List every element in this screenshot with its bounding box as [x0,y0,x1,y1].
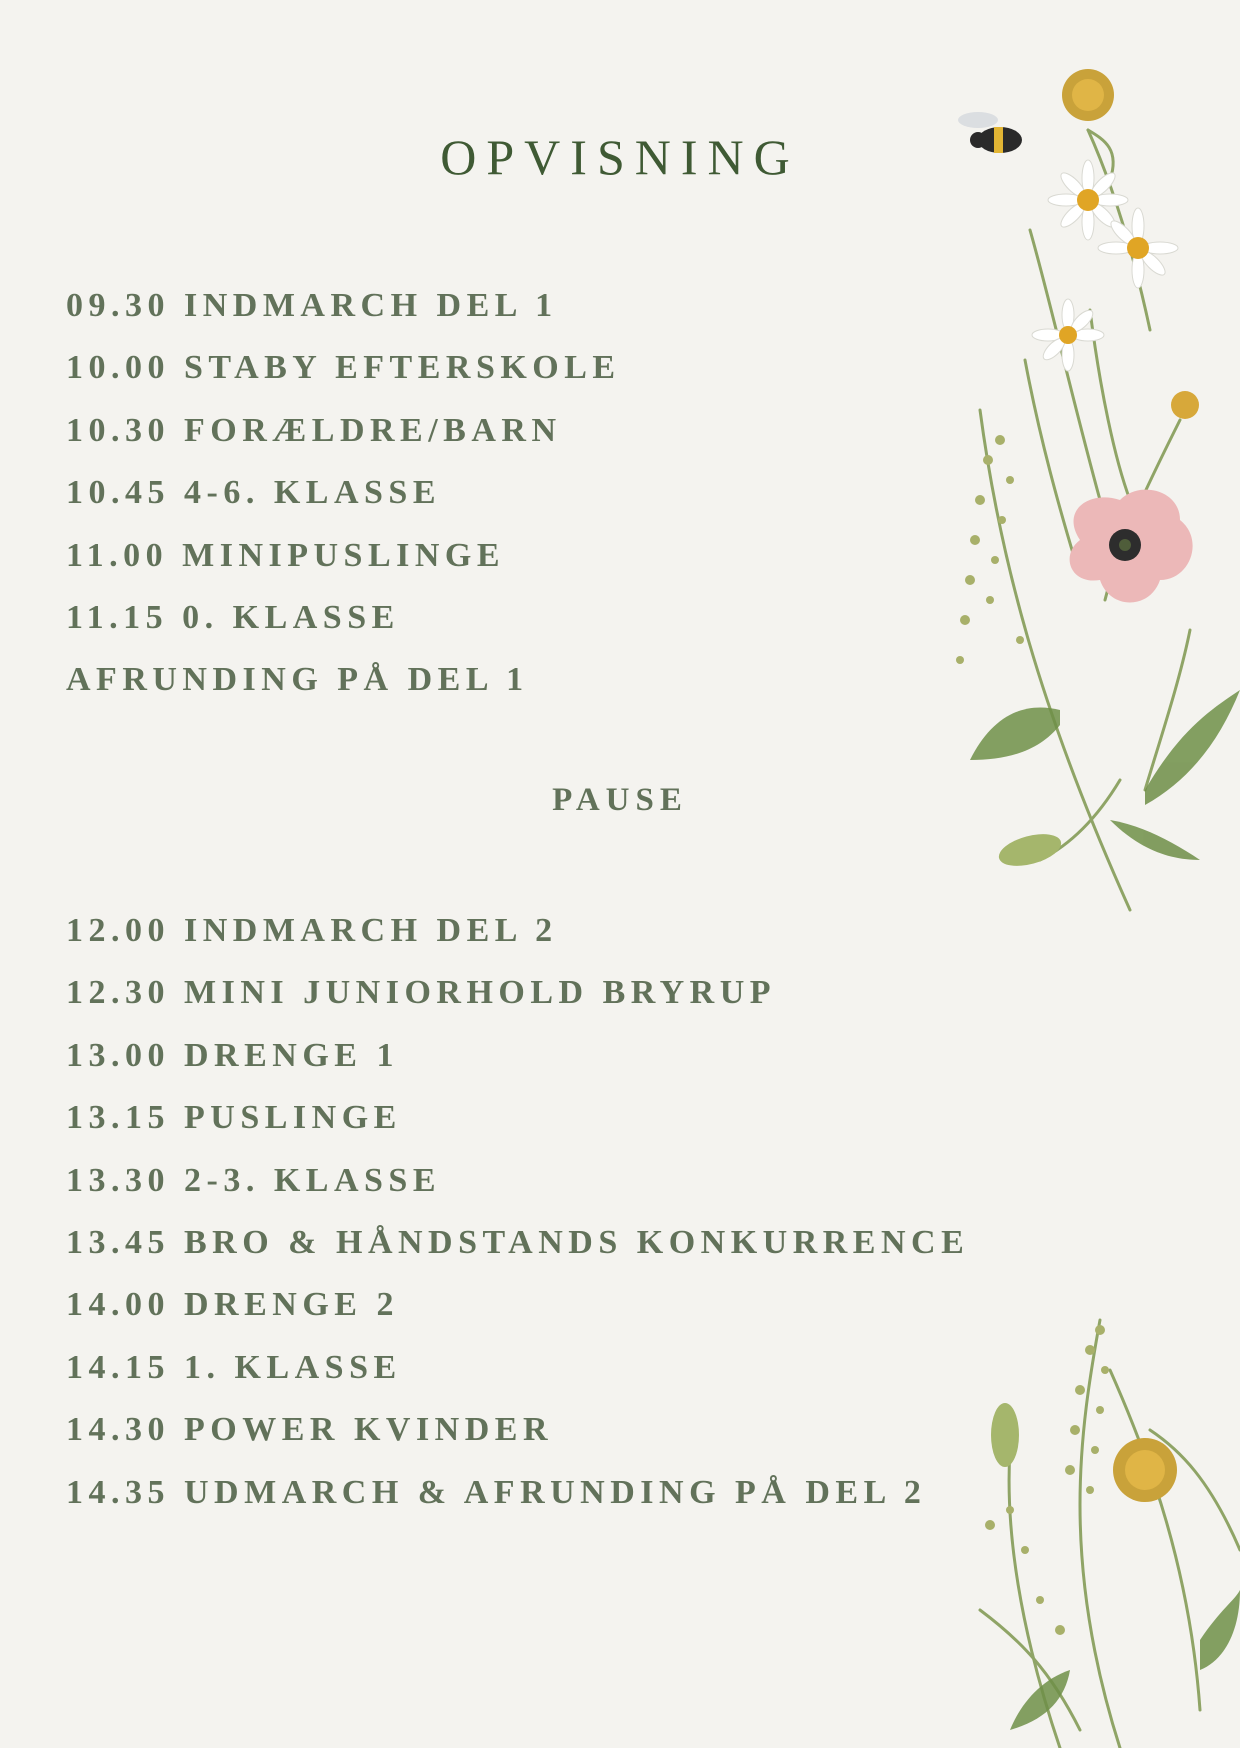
schedule-item: 10.00 STABY EFTERSKOLE [66,349,621,387]
schedule-item: 14.30 POWER KVINDER [66,1411,554,1449]
schedule-item: 14.00 DRENGE 2 [66,1286,399,1324]
schedule-item: 09.30 INDMARCH DEL 1 [66,287,558,324]
schedule-item: 13.15 PUSLINGE [66,1099,402,1137]
schedule-item: AFRUNDING PÅ DEL 1 [66,661,529,699]
schedule-item: 14.15 1. KLASSE [66,1348,402,1386]
floral-illustration-bottom [950,1310,1240,1748]
schedule-item: 13.30 2-3. KLASSE [66,1161,441,1199]
schedule-item: 10.30 FORÆLDRE/BARN [66,411,562,449]
schedule-part-1 [66,275,621,712]
page-title: OPVISNING [440,129,800,185]
schedule-item: 11.00 MINIPUSLINGE [66,536,506,574]
floral-illustration-top [940,60,1240,920]
schedule-part-2 [66,900,969,1524]
schedule-item: 10.45 4-6. KLASSE [66,474,441,512]
schedule-item: 13.45 BRO & HÅNDSTANDS KONKURRENCE [66,1223,970,1261]
schedule-item: 11.15 0. KLASSE [66,598,400,636]
schedule-item: 14.35 UDMARCH & AFRUNDING PÅ DEL 2 [66,1473,927,1511]
schedule-item: 12.00 INDMARCH DEL 2 [66,912,558,949]
schedule-item: 13.00 DRENGE 1 [66,1036,399,1074]
schedule-item: 12.30 MINI JUNIORHOLD BRYRUP [66,974,777,1012]
pause-heading: PAUSE [552,782,688,818]
